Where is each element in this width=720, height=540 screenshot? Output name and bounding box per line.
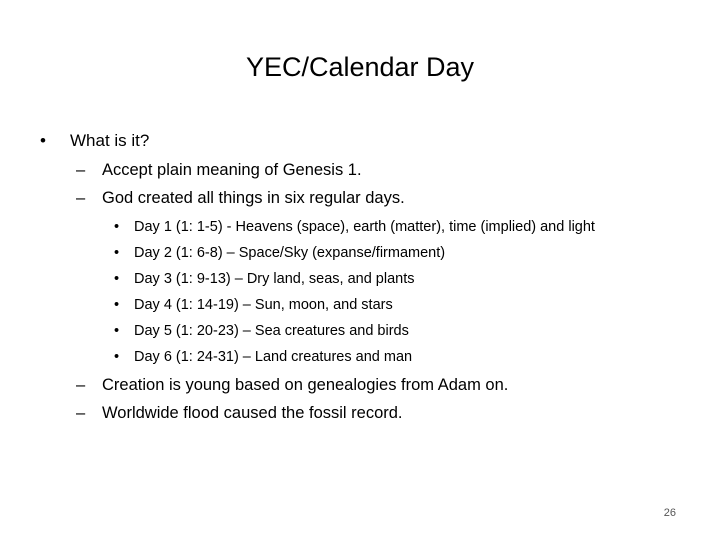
page-number: 26: [663, 507, 676, 519]
sub-bullet-text: Accept plain meaning of Genesis 1.: [102, 161, 362, 179]
bullet-dot: •: [40, 131, 46, 150]
slide-title: YEC/Calendar Day: [245, 52, 475, 82]
bullet-dot: •: [114, 323, 120, 339]
bullet-dot: •: [114, 297, 120, 313]
sub-bullet-text: Worldwide flood caused the fossil record.: [102, 404, 403, 422]
sub-bullet-text: God created all things in six regular days.: [102, 189, 405, 207]
day-text: Day 5 (1: 20-23) – Sea creatures and birds: [134, 323, 409, 339]
sub-bullet-text: Creation is young based on genealogies from Adam on.: [102, 376, 509, 394]
dash-marker: –: [76, 189, 86, 207]
bullet-dot: •: [114, 349, 120, 365]
day-text: Day 6 (1: 24-31) – Land creatures and man: [134, 349, 413, 365]
day-text: Day 3 (1: 9-13) – Dry land, seas, and plants: [134, 271, 415, 287]
bullet-text: What is it?: [70, 131, 150, 150]
day-text: Day 4 (1: 14-19) – Sun, moon, and stars: [134, 297, 393, 313]
dash-marker: –: [76, 404, 86, 422]
day-text: Day 1 (1: 1-5) - Heavens (space), earth (matter), time (implied) and light: [134, 219, 595, 235]
day-text: Day 2 (1: 6-8) – Space/Sky (expanse/firmament): [134, 245, 446, 261]
bullet-dot: •: [114, 245, 120, 261]
dash-marker: –: [76, 376, 86, 394]
dash-marker: –: [76, 161, 86, 179]
bullet-dot: •: [114, 271, 120, 287]
bullet-dot: •: [114, 219, 120, 235]
